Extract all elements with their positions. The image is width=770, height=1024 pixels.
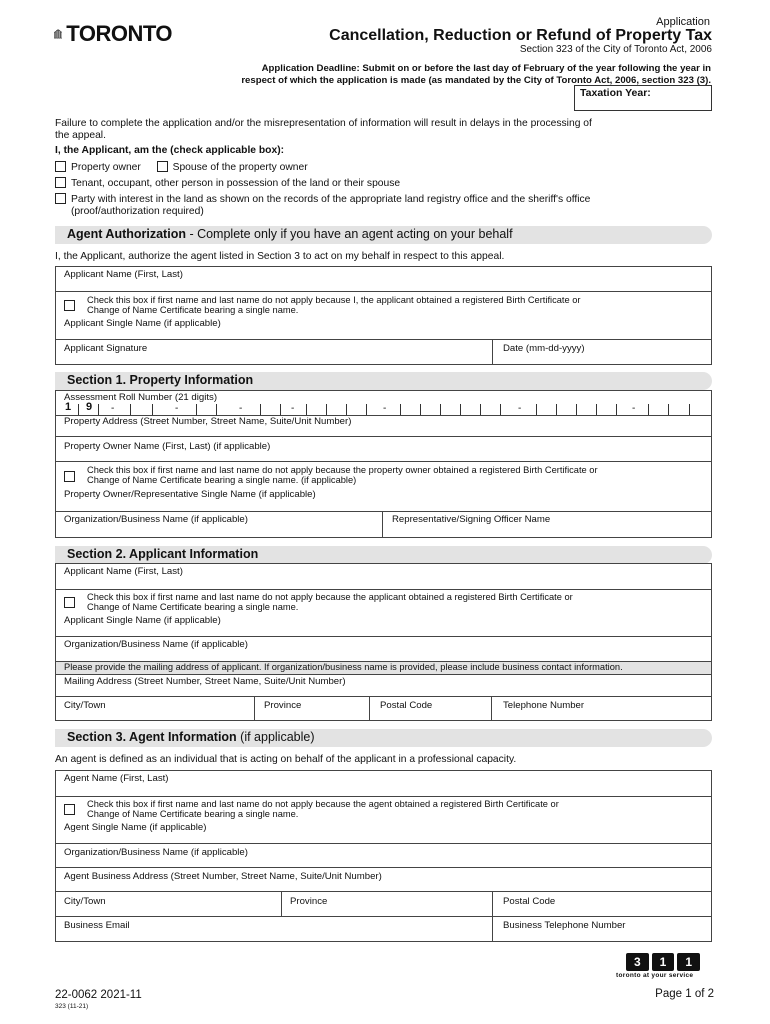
- agent-authorization-heading: Agent Authorization - Complete only if you have an agent acting on your behalf: [55, 226, 712, 244]
- form-code: 323 (11-21): [55, 1003, 89, 1010]
- agent-name-field[interactable]: Agent Name (First, Last): [64, 773, 169, 784]
- tagline: toronto at your service: [616, 972, 694, 979]
- s2-postal-field[interactable]: Postal Code: [380, 700, 433, 711]
- warning-text: Failure to complete the application and/or the misrepresentation of information will result in delays in the processing of the appeal.: [55, 118, 592, 141]
- s2-check-text: Check this box if first name and last name do not apply because the applicant obtained a registered Birth Certificate or Change of Name Certificate bearing a single name.: [87, 592, 573, 612]
- role-option-tenant: Tenant, occupant, other person in possession of the land or their spouse: [55, 177, 400, 190]
- owner-single-name-checkbox[interactable]: [64, 471, 75, 482]
- s2-org-field[interactable]: Organization/Business Name (if applicable): [64, 639, 248, 650]
- mailing-note: Please provide the mailing address of applicant. If organization/business name is provided, please include business contact information.: [56, 662, 711, 674]
- owner-name-field[interactable]: Property Owner Name (First, Last) (if applicable): [64, 441, 271, 452]
- signature-field[interactable]: Applicant Signature: [64, 343, 148, 354]
- property-address-field[interactable]: Property Address (Street Number, Street Name, Suite/Unit Number): [64, 416, 352, 427]
- agent-province-field[interactable]: Province: [290, 896, 328, 907]
- authorize-text: I, the Applicant, authorize the agent listed in Section 3 to act on my behalf in respect to this appeal.: [55, 251, 505, 262]
- date-field[interactable]: Date (mm-dd-yyyy): [503, 343, 585, 354]
- tenant-checkbox[interactable]: [55, 177, 66, 188]
- agent-single-name-field[interactable]: Agent Single Name (if applicable): [64, 822, 207, 833]
- role-options-row1: Property owner Spouse of the property owner: [55, 161, 308, 174]
- s2-phone-field[interactable]: Telephone Number: [503, 700, 585, 711]
- city-hall-icon: [54, 21, 62, 47]
- s2-city-field[interactable]: City/Town: [64, 700, 106, 711]
- page-title: Cancellation, Reduction or Refund of Property Tax: [329, 27, 712, 44]
- s2-single-name-checkbox[interactable]: [64, 597, 75, 608]
- agent-email-field[interactable]: Business Email: [64, 920, 130, 931]
- roll-number-label: Assessment Roll Number (21 digits): [64, 392, 218, 403]
- rep-name-field[interactable]: Representative/Signing Officer Name: [392, 514, 551, 525]
- section1-heading: Section 1. Property Information: [55, 372, 712, 390]
- section1-box: Assessment Roll Number (21 digits) 1 9 - - - - - - - Property Address (Street Number, Street Name, Suite/Unit Number) Property Owner Name (First, Last) (if applicable) Check this box if first name and last name do not apply because the property owner obtained a registered Birth Certificate or Change of Name Certificate bearing a single name. (if applicable) Property Owner/Representative Single Name (if applicable) Organization/Business Name (if applicable) Representative/Signing Officer Name: [55, 390, 712, 538]
- party-checkbox[interactable]: [55, 193, 66, 204]
- spouse-checkbox[interactable]: [157, 161, 168, 172]
- logo-text: TORONTO: [66, 21, 172, 46]
- section3-box: [55, 770, 712, 942]
- three-one-one-logo: 3 1 1: [626, 953, 700, 971]
- s2-single-name-field[interactable]: Applicant Single Name (if applicable): [64, 615, 221, 626]
- agent-phone-field[interactable]: Business Telephone Number: [503, 920, 626, 931]
- s2-province-field[interactable]: Province: [264, 700, 302, 711]
- section2-heading: Section 2. Applicant Information: [55, 546, 712, 564]
- agent-address-field[interactable]: Agent Business Address (Street Number, Street Name, Suite/Unit Number): [64, 871, 382, 882]
- owner-check-text: Check this box if first name and last name do not apply because the property owner obtained a registered Birth Certificate or Change of Name Certificate bearing a single name. (if applicable): [87, 465, 598, 485]
- taxation-year-field[interactable]: Taxation Year:: [574, 85, 712, 111]
- agent-org-field[interactable]: Organization/Business Name (if applicable): [64, 847, 248, 858]
- agent-check-text: Check this box if first name and last name do not apply because the agent obtained a registered Birth Certificate or Change of Name Certificate bearing a single name.: [87, 799, 559, 819]
- deadline-notice: Application Deadline: Submit on or before the last day of February of the year following the year in respect of which the application is made (as mandated by the City of Toronto Act, 2006, section 323 (3).: [241, 63, 711, 86]
- single-name-field[interactable]: Applicant Single Name (if applicable): [64, 318, 221, 329]
- section2-box: [55, 563, 712, 721]
- single-name-checkbox[interactable]: [64, 300, 75, 311]
- doc-type: Application: [656, 16, 710, 28]
- section3-heading: Section 3. Agent Information (if applicable): [55, 729, 712, 747]
- applicant-role-prompt: I, the Applicant, am the (check applicable box):: [55, 145, 285, 156]
- toronto-logo: [54, 18, 172, 50]
- agent-definition: An agent is defined as an individual that is acting on behalf of the applicant in a professional capacity.: [55, 754, 517, 765]
- agent-postal-field[interactable]: Postal Code: [503, 896, 556, 907]
- owner-single-name-field[interactable]: Property Owner/Representative Single Name (if applicable): [64, 489, 316, 500]
- agent-city-field[interactable]: City/Town: [64, 896, 106, 907]
- role-option-party: Party with interest in the land as shown on the records of the appropriate land registry office and the sheriff's office (proof/authorization required): [55, 193, 590, 218]
- page-number: Page 1 of 2: [655, 988, 714, 1000]
- agent-authorization-box: [55, 266, 712, 365]
- page-subtitle: Section 323 of the City of Toronto Act, 2006: [519, 44, 712, 55]
- applicant-name-field[interactable]: Applicant Name (First, Last): [64, 269, 183, 280]
- s2-mailing-field[interactable]: Mailing Address (Street Number, Street Name, Suite/Unit Number): [64, 676, 346, 687]
- s2-applicant-name-field[interactable]: Applicant Name (First, Last): [64, 566, 183, 577]
- org-name-field[interactable]: Organization/Business Name (if applicable): [64, 514, 248, 525]
- single-name-check-text: Check this box if first name and last name do not apply because I, the applicant obtained a registered Birth Certificate or Change of Name Certificate bearing a single name.: [87, 295, 581, 315]
- owner-checkbox[interactable]: [55, 161, 66, 172]
- form-number: 22-0062 2021-11: [55, 989, 142, 1001]
- agent-single-name-checkbox[interactable]: [64, 804, 75, 815]
